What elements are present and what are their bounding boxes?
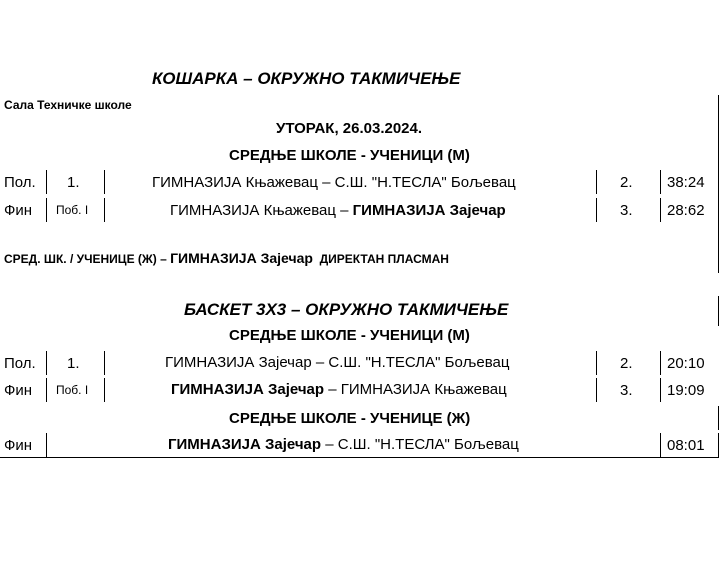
venue-label: Сала Техничке школе xyxy=(4,98,132,112)
row-matchup xyxy=(170,202,506,219)
col-divider xyxy=(596,351,597,375)
row-next: 3. xyxy=(620,202,633,219)
section1-category-m: СРЕДЊЕ ШКОЛЕ - УЧЕНИЦИ (М) xyxy=(229,147,470,164)
col-divider xyxy=(660,378,661,402)
row-score: 19:09 xyxy=(667,382,705,399)
team-separator: – xyxy=(324,381,341,398)
section2-category-m: СРЕДЊЕ ШКОЛЕ - УЧЕНИЦИ (М) xyxy=(229,327,470,344)
section1-title: КОШАРКА – ОКРУЖНО ТАКМИЧЕЊЕ xyxy=(152,69,461,88)
team-separator: – xyxy=(335,202,353,219)
female-note-label: СРЕД. ШК. / УЧЕНИЦЕ (Ж) – xyxy=(4,252,171,266)
female-direct-note xyxy=(4,250,449,268)
right-border xyxy=(718,95,719,273)
team-a: ГИМНАЗИЈА Књажевац xyxy=(170,202,336,219)
col-divider xyxy=(46,378,47,402)
row-matchup xyxy=(171,381,507,398)
row-next: 3. xyxy=(620,382,633,399)
row-game: Поб. I xyxy=(56,203,89,217)
col-divider xyxy=(104,170,105,194)
team-a-winner: ГИМНАЗИЈА Зајечар xyxy=(171,381,325,398)
right-border xyxy=(718,406,719,430)
row-game: 1. xyxy=(67,174,80,191)
section2-title: БАСКЕТ 3Х3 – ОКРУЖНО ТАКМИЧЕЊЕ xyxy=(184,300,509,319)
col-divider xyxy=(660,170,661,194)
female-note-team: ГИМНАЗИЈА Зајечар xyxy=(170,250,313,266)
row-score: 08:01 xyxy=(667,437,705,454)
team-a: ГИМНАЗИЈА Књажевац xyxy=(152,174,318,191)
female-note-result: ДИРЕКТАН ПЛАСМАН xyxy=(312,252,449,266)
col-divider xyxy=(104,198,105,222)
col-divider xyxy=(46,351,47,375)
row-next: 2. xyxy=(620,174,633,191)
team-a-winner: ГИМНАЗИЈА Зајечар xyxy=(168,436,322,453)
match-date: УТОРАК, 26.03.2024. xyxy=(276,120,423,137)
team-b-winner: ГИМНАЗИЈА Зајечар xyxy=(352,202,506,219)
col-divider xyxy=(660,198,661,222)
row-game: Поб. I xyxy=(56,383,89,397)
team-separator: – xyxy=(321,436,338,453)
row-score: 28:62 xyxy=(667,202,705,219)
col-divider xyxy=(660,351,661,375)
col-divider xyxy=(104,351,105,375)
team-b: С.Ш. "Н.ТЕСЛА" Бољевац xyxy=(328,354,510,371)
row-matchup xyxy=(168,436,519,453)
col-divider xyxy=(596,170,597,194)
col-divider xyxy=(46,198,47,222)
right-border xyxy=(718,296,719,326)
team-a: ГИМНАЗИЈА Зајечар xyxy=(165,354,312,371)
team-separator: – xyxy=(311,354,329,371)
team-separator: – xyxy=(317,174,335,191)
col-divider xyxy=(46,433,47,457)
row-stage: Фин xyxy=(4,437,33,454)
row-score: 38:24 xyxy=(667,174,705,191)
team-b: С.Ш. "Н.ТЕСЛА" Бољевац xyxy=(337,436,519,453)
row-stage: Фин xyxy=(4,382,33,399)
col-divider xyxy=(104,378,105,402)
row-stage: Пол. xyxy=(4,355,36,372)
row-matchup xyxy=(165,354,509,371)
team-b: ГИМНАЗИЈА Књажевац xyxy=(340,381,507,398)
col-divider xyxy=(660,433,661,457)
row-game: 1. xyxy=(67,355,80,372)
team-b: С.Ш. "Н.ТЕСЛА" Бољевац xyxy=(334,174,516,191)
row-stage: Фин xyxy=(4,202,33,219)
col-divider xyxy=(596,378,597,402)
bottom-rule xyxy=(0,457,719,458)
row-next: 2. xyxy=(620,355,633,372)
row-score: 20:10 xyxy=(667,355,705,372)
row-stage: Пол. xyxy=(4,174,36,191)
row-matchup xyxy=(152,174,516,191)
right-border xyxy=(718,433,719,457)
section2-category-f: СРЕДЊЕ ШКОЛЕ - УЧЕНИЦЕ (Ж) xyxy=(229,410,471,427)
col-divider xyxy=(596,198,597,222)
col-divider xyxy=(46,170,47,194)
